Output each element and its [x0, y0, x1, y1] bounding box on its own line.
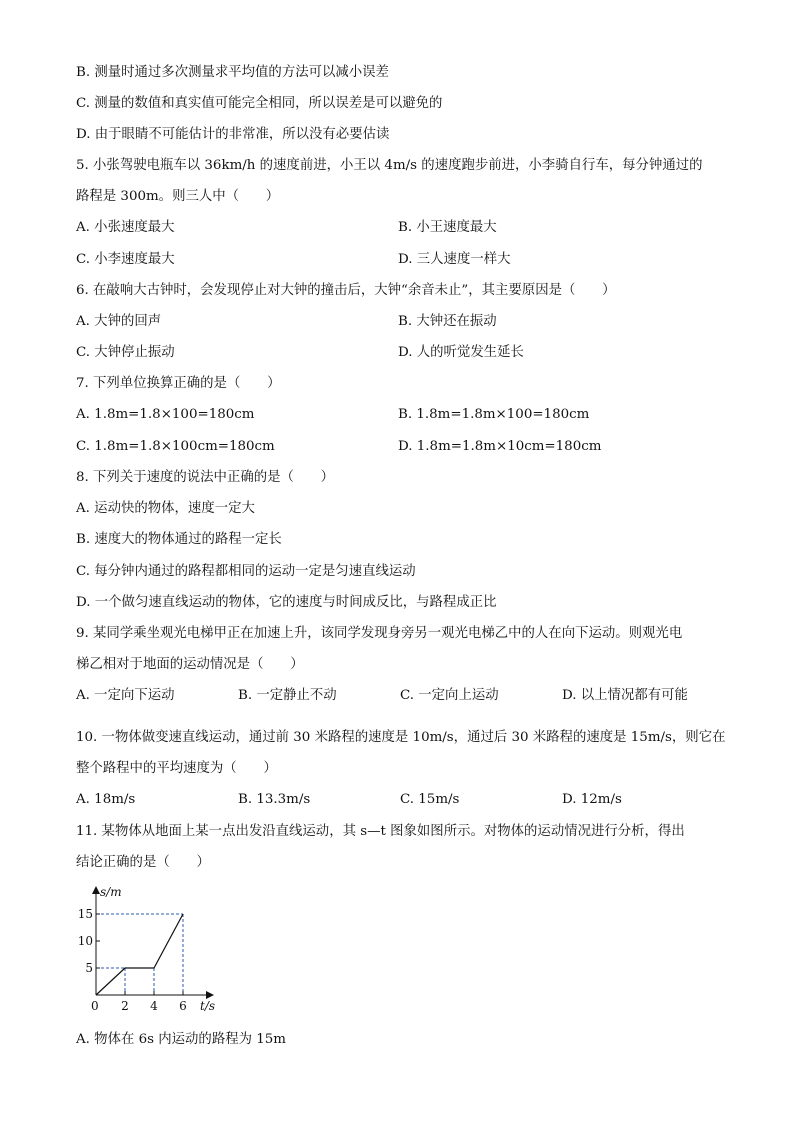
q6-option-a: A. 大钟的回声 — [76, 314, 162, 329]
q7-option-c: C. 1.8m=1.8×100cm=180cm — [76, 439, 275, 454]
q8-option-c: C. 每分钟内通过的路程都相同的运动一定是匀速直线运动 — [76, 564, 416, 579]
q7-option-d: D. 1.8m=1.8m×10cm=180cm — [398, 439, 602, 454]
q10-option-d: D. 12m/s — [562, 792, 622, 807]
q6-option-c: C. 大钟停止振动 — [76, 345, 175, 360]
q10-stem-line2: 整个路程中的平均速度为（ ） — [76, 761, 277, 776]
q10-option-c: C. 15m/s — [400, 792, 460, 807]
q8-option-b: B. 速度大的物体通过的路程一定长 — [76, 532, 282, 547]
q9-option-d: D. 以上情况都有可能 — [562, 688, 688, 703]
q10-stem-line1: 10. 一物体做变速直线运动，通过前 30 米路程的速度是 10m/s，通过后 30 米路程的速度是 15m/s，则它在 — [76, 730, 726, 745]
s-t-graph — [76, 884, 226, 1018]
q5-option-d: D. 三人速度一样大 — [398, 252, 511, 267]
q9-option-c: C. 一定向上运动 — [400, 688, 499, 703]
y-tick-label-1: 10 — [77, 934, 93, 948]
series-line — [96, 914, 183, 995]
x-tick-label-1: 4 — [150, 999, 158, 1013]
q9-option-a: A. 一定向下运动 — [76, 688, 175, 703]
q10-option-b: B. 13.3m/s — [238, 792, 311, 807]
q6-stem: 6. 在敲响大古钟时，会发现停止对大钟的撞击后，大钟“余音未止”，其主要原因是（ ） — [76, 283, 616, 298]
tick-labels — [78, 907, 187, 1013]
q10-option-a: A. 18m/s — [76, 792, 136, 807]
q7-option-a: A. 1.8m=1.8×100=180cm — [76, 407, 255, 422]
q5-option-a: A. 小张速度最大 — [76, 220, 175, 235]
q9-option-b: B. 一定静止不动 — [238, 688, 337, 703]
q8-option-a: A. 运动快的物体，速度一定大 — [76, 501, 255, 516]
q6-option-b: B. 大钟还在振动 — [398, 314, 497, 329]
q5-option-b: B. 小王速度最大 — [398, 220, 497, 235]
y-tick-label-2: 15 — [77, 907, 93, 921]
q9-stem-line1: 9. 某同学乘坐观光电梯甲正在加速上升，该同学发现身旁另一观光电梯乙中的人在向下运动。则观光电 — [76, 626, 683, 641]
q8-stem: 8. 下列关于速度的说法中正确的是（ ） — [76, 470, 335, 485]
q4-option-d: D. 由于眼睛不可能估计的非常准，所以没有必要估读 — [76, 127, 390, 142]
y-axis-title: s/m — [100, 885, 122, 899]
x-axis-title: t/s — [200, 999, 216, 1013]
origin-label: 0 — [91, 999, 99, 1013]
q4-option-c: C. 测量的数值和真实值可能完全相同，所以误差是可以避免的 — [76, 96, 443, 111]
q11-stem-line2: 结论正确的是（ ） — [76, 855, 210, 870]
q6-option-d: D. 人的听觉发生延长 — [398, 345, 524, 360]
x-tick-label-2: 6 — [179, 999, 187, 1013]
x-tick-label-0: 2 — [121, 999, 129, 1013]
q8-option-d: D. 一个做匀速直线运动的物体，它的速度与时间成反比，与路程成正比 — [76, 595, 497, 610]
q11-stem-line1: 11. 某物体从地面上某一点出发沿直线运动，其 s—t 图象如图所示。对物体的运动情况进行分析，得出 — [76, 824, 685, 839]
q7-stem: 7. 下列单位换算正确的是（ ） — [76, 376, 281, 391]
q5-option-c: C. 小李速度最大 — [76, 252, 175, 267]
q5-stem-line2: 路程是 300m。则三人中（ ） — [76, 189, 280, 204]
q9-stem-line2: 梯乙相对于地面的运动情况是（ ） — [76, 657, 304, 672]
q11-option-a: A. 物体在 6s 内运动的路程为 15m — [76, 1032, 286, 1047]
y-tick-label-0: 5 — [85, 961, 93, 975]
q4-option-b: B. 测量时通过多次测量求平均值的方法可以减小误差 — [76, 65, 389, 80]
q5-stem-line1: 5. 小张驾驶电瓶车以 36km/h 的速度前进，小王以 4m/s 的速度跑步前进，小李骑自行车，每分钟通过的 — [76, 158, 703, 173]
q7-option-b: B. 1.8m=1.8m×100=180cm — [398, 407, 590, 422]
